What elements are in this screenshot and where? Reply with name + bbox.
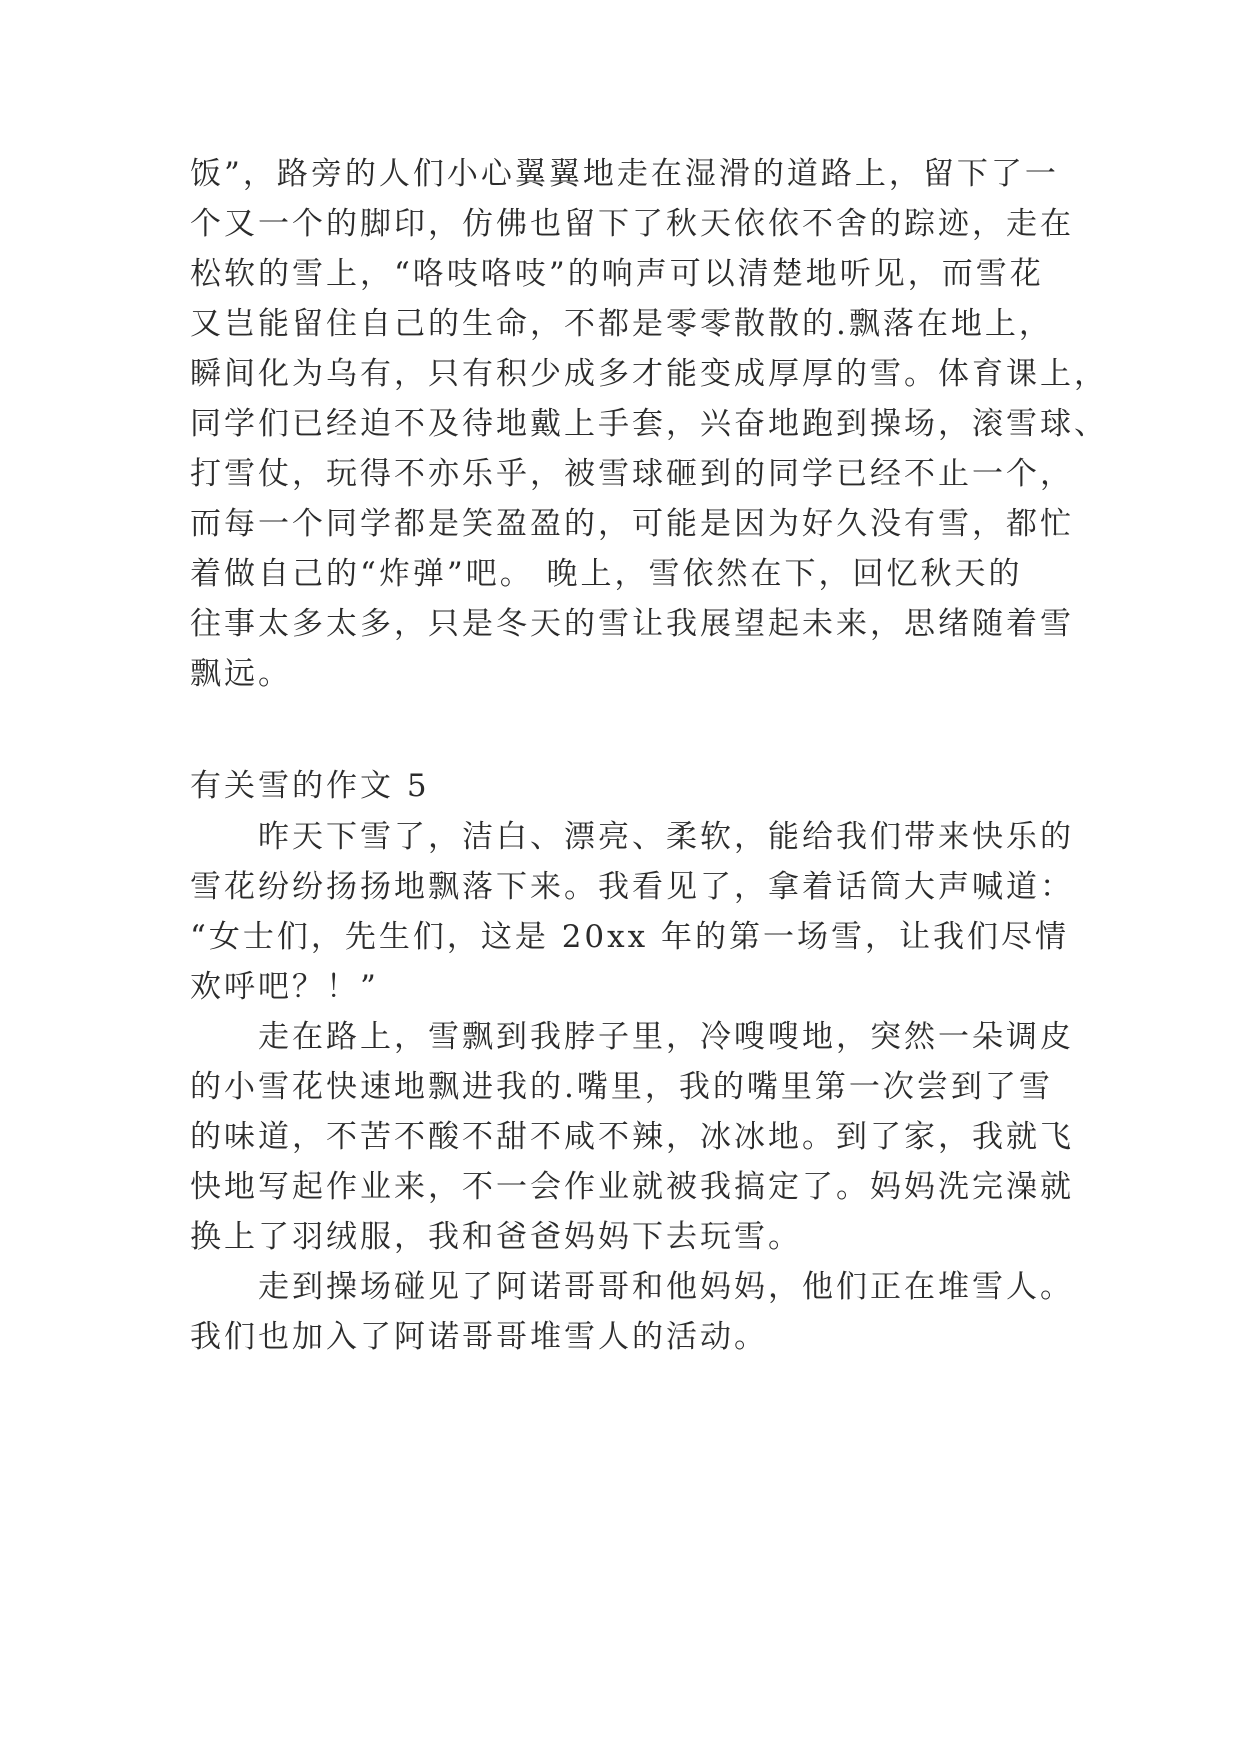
- text-line: 飘远。: [190, 656, 292, 692]
- text-line: “女士们，先生们，这是 20xx 年的第一场雪，让我们尽情: [190, 919, 1069, 955]
- text-line: 打雪仗，玩得不亦乐乎，被雪球砸到的同学已经不止一个，: [190, 456, 1074, 492]
- text-line: 的小雪花快速地飘进我的.嘴里，我的嘴里第一次尝到了雪: [190, 1069, 1053, 1105]
- text-line: 昨天下雪了，洁白、漂亮、柔软，能给我们带来快乐的: [190, 819, 1074, 855]
- text-line: 的味道，不苦不酸不甜不咸不辣，冰冰地。到了家，我就飞: [190, 1119, 1074, 1155]
- text-line: 换上了羽绒服，我和爸爸妈妈下去玩雪。: [190, 1219, 802, 1255]
- section-title: 有关雪的作文 5: [190, 768, 430, 804]
- text-line: 往事太多太多，只是冬天的雪让我展望起未来，思绪随着雪: [190, 606, 1074, 642]
- text-line: 快地写起作业来，不一会作业就被我搞定了。妈妈洗完澡就: [190, 1169, 1074, 1205]
- text-line: 又岂能留住自己的生命，不都是零零散散的.飘落在地上，: [190, 306, 1053, 342]
- text-line: 欢呼吧？！”: [190, 969, 379, 1005]
- text-line: 我们也加入了阿诺哥哥堆雪人的活动。: [190, 1319, 768, 1355]
- text-line: 饭”，路旁的人们小心翼翼地走在湿滑的道路上，留下了一: [190, 156, 1059, 192]
- text-line: 走在路上，雪飘到我脖子里，冷嗖嗖地，突然一朵调皮: [190, 1019, 1074, 1055]
- text-line: 松软的雪上，“咯吱咯吱”的响声可以清楚地听见，而雪花: [190, 256, 1044, 292]
- text-line: 走到操场碰见了阿诺哥哥和他妈妈，他们正在堆雪人。: [190, 1269, 1074, 1305]
- text-line: 着做自己的“炸弹”吧。 晚上，雪依然在下，回忆秋天的: [190, 556, 1023, 592]
- text-line: 雪花纷纷扬扬地飘落下来。我看见了，拿着话筒大声喊道：: [190, 869, 1074, 905]
- text-line: 瞬间化为乌有，只有积少成多才能变成厚厚的雪。体育课上，: [190, 356, 1108, 392]
- text-line: 个又一个的脚印，仿佛也留下了秋天依依不舍的踪迹，走在: [190, 206, 1074, 242]
- text-line: 同学们已经迫不及待地戴上手套，兴奋地跑到操场，滚雪球、: [190, 406, 1108, 442]
- text-line: 而每一个同学都是笑盈盈的，可能是因为好久没有雪，都忙: [190, 506, 1074, 542]
